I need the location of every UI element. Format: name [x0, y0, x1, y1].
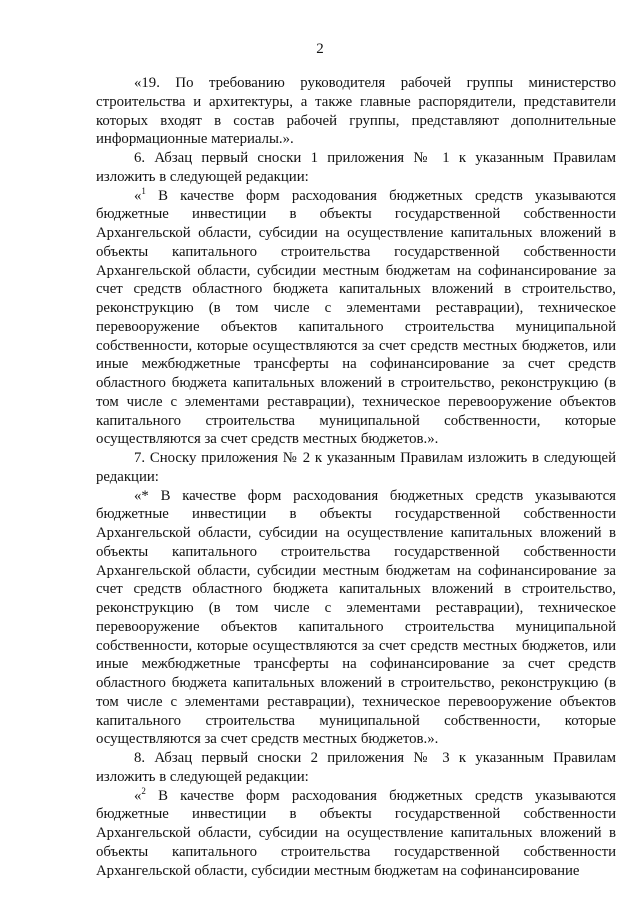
- paragraph-point-8: [96, 749, 616, 787]
- paragraph-footnote-1-text: [96, 187, 616, 450]
- paragraph-text: 8. Абзац первый сноски 2 приложения № 3 к указанным Правилам изложить в следующей редакции:: [96, 750, 616, 785]
- paragraph-item-19: [96, 74, 616, 149]
- paragraph-footnote-asterisk-text: [96, 487, 616, 750]
- paragraph-text: В качестве форм расходования бюджетных средств указываются бюджетные инвестиции в объекты государственной собственности Архангельской области, субсидии на осуществление капитальных вложений в объекты капитального строительства государственной собственности Архангельской области, субсидии местным бюджетам на софинансирование за счет средств областного бюджета капитальных вложений в строительство, реконструкцию (в том числе с элементами реставрации), техническое перевооружение объектов капитального строительства муниципальной собственности, которые осуществляются за счет средств местных бюджетов, или иные межбюджетные трансферты на софинансирование за счет средств областного бюджета капитальных вложений в строительство, реконструкцию (в том числе с элементами реставрации), техническое перевооружение объектов капитального строительства муниципальной собственности, которые осуществляются за счет средств местных бюджетов.».: [96, 187, 616, 448]
- paragraph-point-7: [96, 449, 616, 487]
- footnote-marker: 2: [141, 785, 146, 796]
- paragraph-point-6: [96, 149, 616, 187]
- quote-mark: «: [134, 187, 142, 204]
- paragraph-text: «* В качестве форм расходования бюджетных средств указываются бюджетные инвестиции в объекты государственной собственности Архангельской области, субсидии на осуществление капитальных вложений в объекты капитального строительства государственной собственности Архангельской области, субсидии местным бюджетам на софинансирование за счет средств областного бюджета капитальных вложений в строительство, реконструкцию (в том числе с элементами реставрации), техническое перевооружение объектов капитального строительства муниципальной собственности, которые осуществляются за счет средств местных бюджетов, или иные межбюджетные трансферты на софинансирование за счет средств областного бюджета капитальных вложений в строительство, реконструкцию (в том числе с элементами реставрации), техническое перевооружение объектов капитального строительства муниципальной собственности, которые осуществляются за счет средств местных бюджетов.».: [96, 487, 616, 748]
- footnote-marker: 1: [141, 185, 146, 196]
- paragraph-footnote-2-text: [96, 787, 616, 881]
- quote-mark: «: [134, 787, 142, 804]
- paragraph-text: 6. Абзац первый сноски 1 приложения № 1 к указанным Правилам изложить в следующей редакции:: [96, 150, 616, 185]
- paragraph-text: В качестве форм расходования бюджетных средств указываются бюджетные инвестиции в объекты государственной собственности Архангельской области, субсидии на осуществление капитальных вложений в объекты капитального строительства государственной собственности Архангельской области, субсидии местным бюджетам на софинансирование: [96, 787, 616, 879]
- paragraph-text: 7. Сноску приложения № 2 к указанным Правилам изложить в следующей редакции:: [96, 450, 616, 485]
- paragraph-text: «19. По требованию руководителя рабочей группы министерство строительства и архитектуры, а также главные распорядители, представители которых входят в состав рабочей группы, представляют дополнительные информационные материалы.».: [96, 75, 616, 148]
- document-body: [96, 74, 616, 880]
- page-number: 2: [316, 41, 324, 57]
